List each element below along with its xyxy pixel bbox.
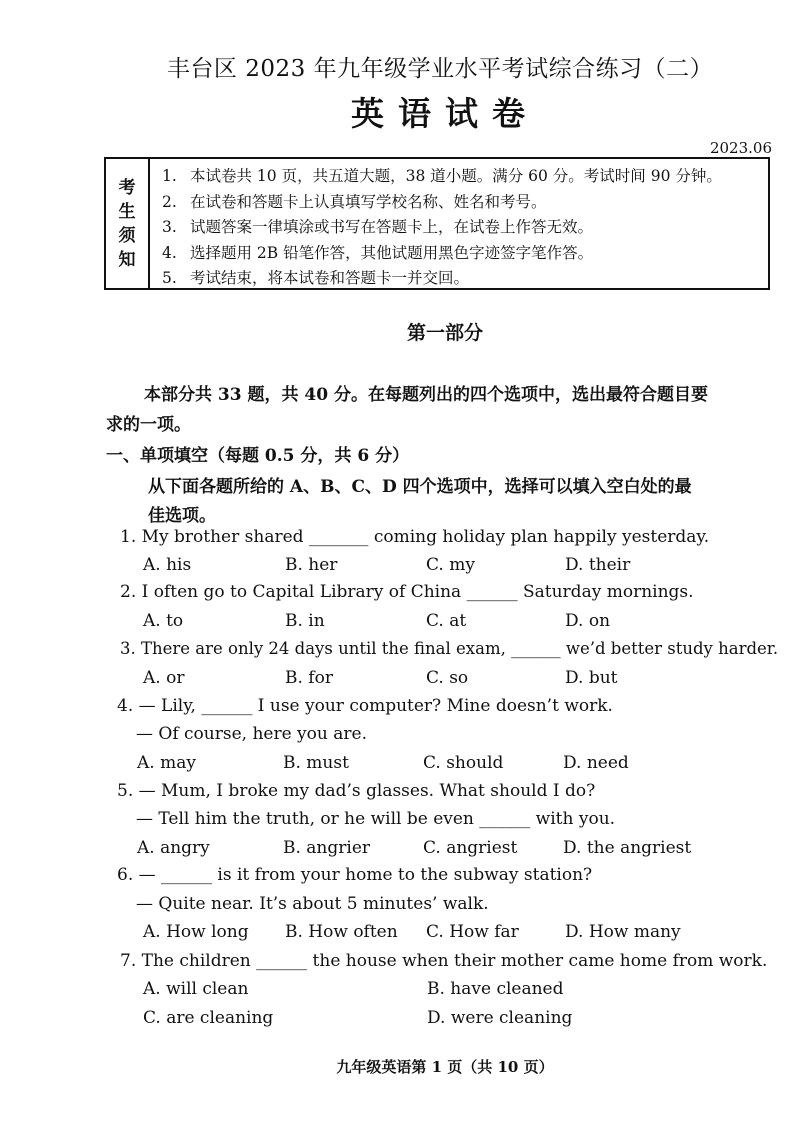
option-a: A. may bbox=[137, 753, 196, 773]
question-stem: 4. — Lily, ______ I use your computer? Mine doesn’t work. bbox=[117, 696, 613, 716]
option-d: D. on bbox=[565, 611, 611, 631]
option-c: C. my bbox=[426, 555, 475, 575]
option-a: A. or bbox=[143, 668, 185, 688]
option-a: A. his bbox=[143, 555, 192, 575]
notice-label-char: 生 bbox=[118, 201, 136, 222]
option-c: C. so bbox=[426, 668, 469, 688]
exam-date: 2023.06 bbox=[709, 139, 772, 157]
question-dialogue-line: — Of course, here you are. bbox=[136, 724, 367, 744]
question-stem: 6. — ______ is it from your home to the subway station? bbox=[117, 865, 593, 885]
option-c: C. angriest bbox=[423, 838, 518, 858]
part-intro-continued: 求的一项。 bbox=[106, 415, 191, 435]
notice-item: 5. 考试结束，将本试卷和答题卡一并交回。 bbox=[162, 269, 470, 287]
option-a: A. angry bbox=[137, 838, 210, 858]
option-b: B. angrier bbox=[283, 838, 371, 858]
option-d: D. the angriest bbox=[563, 838, 692, 858]
option-d: D. How many bbox=[565, 922, 681, 942]
exam-subtitle: 英语试卷 bbox=[351, 94, 539, 133]
option-d: D. were cleaning bbox=[427, 1008, 573, 1028]
option-b: B. for bbox=[285, 668, 333, 688]
page-footer: 九年级英语第 1 页（共 10 页） bbox=[336, 1058, 554, 1076]
option-c: C. should bbox=[423, 753, 504, 773]
option-c: C. How far bbox=[426, 922, 519, 942]
section-directions: 从下面各题所给的 A、B、C、D 四个选项中，选择可以填入空白处的最 bbox=[148, 477, 692, 497]
notice-label-char: 须 bbox=[118, 225, 136, 246]
option-d: D. but bbox=[565, 668, 618, 688]
question-stem: 5. — Mum, I broke my dad’s glasses. What should I do? bbox=[117, 781, 596, 801]
exam-title: 丰台区 2023 年九年级学业水平考试综合练习（二） bbox=[166, 56, 714, 82]
part-intro: 本部分共 33 题，共 40 分。在每题列出的四个选项中，选出最符合题目要 bbox=[144, 385, 708, 405]
option-d: D. need bbox=[563, 753, 629, 773]
option-b: B. must bbox=[283, 753, 349, 773]
notice-label-char: 知 bbox=[118, 249, 136, 270]
notice-item: 2. 在试卷和答题卡上认真填写学校名称、姓名和考号。 bbox=[162, 192, 547, 211]
question-stem: 2. I often go to Capital Library of China ______ Saturday mornings. bbox=[120, 582, 694, 602]
question-stem: 7. The children ______ the house when their mother came home from work. bbox=[120, 951, 768, 971]
option-b: B. her bbox=[285, 555, 338, 575]
option-d: D. their bbox=[565, 555, 631, 575]
option-a: A. How long bbox=[143, 922, 249, 942]
option-b: B. How often bbox=[285, 922, 398, 942]
question-stem: 1. My brother shared _______ coming holiday plan happily yesterday. bbox=[120, 527, 710, 547]
section-directions-continued: 佳选项。 bbox=[148, 506, 216, 526]
notice-item: 1. 本试卷共 10 页，共五道大题，38 道小题。满分 60 分。考试时间 90 分钟。 bbox=[162, 167, 722, 185]
notice-label bbox=[106, 159, 150, 288]
notice-item: 4. 选择题用 2B 铅笔作答，其他试题用黑色字迹签字笔作答。 bbox=[162, 243, 594, 262]
option-b: B. in bbox=[285, 611, 325, 631]
option-c: C. are cleaning bbox=[143, 1008, 274, 1028]
notice-list bbox=[162, 164, 722, 292]
option-c: C. at bbox=[426, 611, 467, 631]
option-a: A. will clean bbox=[143, 979, 249, 999]
notice-label-char: 考 bbox=[118, 177, 136, 198]
notice-item: 3. 试题答案一律填涂或书写在答题卡上，在试卷上作答无效。 bbox=[162, 218, 594, 236]
question-stem: 3. There are only 24 days until the final exam, ______ we’d better study harder. bbox=[120, 639, 779, 658]
part-title: 第一部分 bbox=[406, 322, 483, 344]
option-a: A. to bbox=[143, 611, 184, 631]
question-dialogue-line: — Quite near. It’s about 5 minutes’ walk. bbox=[136, 894, 489, 914]
section-heading: 一、单项填空（每题 0.5 分，共 6 分） bbox=[106, 446, 410, 466]
option-b: B. have cleaned bbox=[427, 979, 564, 999]
candidate-notice-box bbox=[104, 157, 770, 290]
question-dialogue-line: — Tell him the truth, or he will be even ______ with you. bbox=[136, 809, 616, 829]
